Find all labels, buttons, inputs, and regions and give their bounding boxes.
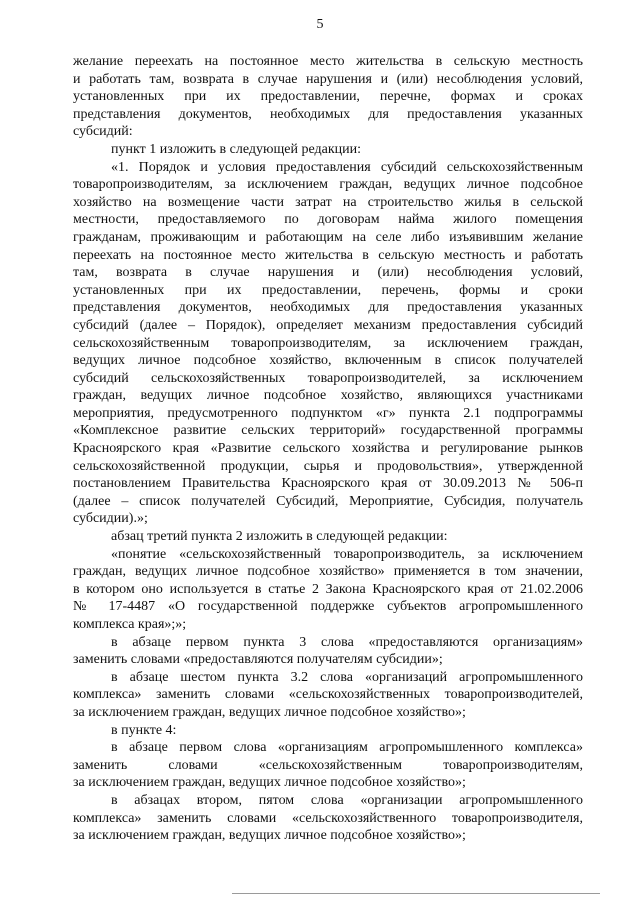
text-line: товаропроизводителям, за исключением граждан, ведущих личное подсобное (73, 177, 583, 193)
text-line: и работать там, возврата в случае нарушения и (или) несоблюдения условий, (73, 71, 583, 87)
text-line: установленных при их предоставлении, перечень, формы и сроки (73, 282, 583, 298)
text-line: абзац третий пункта 2 изложить в следующей редакции: (111, 529, 448, 545)
text-line: комплекса» заменить словами «сельскохозяйственных товаропроизводителей, (73, 687, 583, 703)
text-line: комплекса» заменить словами «сельскохозяйственного товаропроизводителя, (73, 810, 583, 826)
text-line: «1. Порядок и условия предоставления субсидий сельскохозяйственным (111, 159, 583, 175)
text-line: пункт 1 изложить в следующей редакции: (111, 141, 361, 157)
text-line: постановлением Правительства Красноярского края от 30.09.2013 № 506-п (73, 476, 583, 492)
text-line: (далее – список получателей Субсидий, Мероприятие, Субсидия, получатель (73, 493, 583, 509)
text-line: сельскохозяйственной продукции, сырья и продовольствия», утвержденной (73, 458, 583, 474)
text-line: местности, предоставляемого по договорам найма жилого помещения (73, 212, 583, 228)
text-line: там, возврата в случае нарушения и (или) несоблюдения условий, (73, 265, 583, 281)
text-line: переехать на постоянное место жительства в сельскую местность и работать (73, 247, 583, 263)
document-body (73, 53, 583, 845)
text-line: субсидии).»; (73, 511, 148, 527)
text-line: представления документов, необходимых для предоставления указанных (73, 106, 583, 122)
text-line: в абзаце первом слова «организациям агропромышленного комплекса» (111, 740, 583, 756)
text-line: в котором оно используется в статье 2 Закона Красноярского края от 21.02.2006 (73, 581, 583, 597)
text-line: «Комплексное развитие сельских территорий» государственной программы (73, 423, 583, 439)
text-line: за исключением граждан, ведущих личное подсобное хозяйство»; (73, 775, 466, 791)
text-line: сельскохозяйственным товаропроизводителям, за исключением граждан, (73, 335, 583, 351)
text-line: граждан, ведущих личное подсобное хозяйство, являющихся участниками (73, 388, 583, 404)
text-line: «понятие «сельскохозяйственный товаропроизводитель, за исключением (111, 546, 583, 562)
text-line: установленных при их предоставлении, перечне, формах и сроках (73, 89, 583, 105)
text-line: в пункте 4: (111, 722, 177, 738)
text-line: № 17-4487 «О государственной поддержке субъектов агропромышленного (73, 599, 583, 615)
text-line: представления документов, необходимых для предоставления указанных (73, 300, 583, 316)
text-line: в абзаце шестом пункта 3.2 слова «организаций агропромышленного (111, 669, 583, 685)
text-line: в абзаце первом пункта 3 слова «предоставляются организациям» (111, 634, 583, 650)
text-line: субсидий сельскохозяйственных товаропроизводителей, за исключением (73, 370, 583, 386)
text-line: Красноярского края «Развитие сельского хозяйства и регулирование рынков (73, 441, 583, 457)
text-line: граждан, ведущих личное подсобное хозяйство» применяется в том значении, (73, 564, 583, 580)
text-line: желание переехать на постоянное место жительства в сельскую местность (73, 54, 583, 69)
page-number: 5 (316, 17, 324, 32)
text-line: хозяйство на возмещение части затрат на строительство жилья в сельской (73, 194, 583, 210)
text-line: в абзацах втором, пятом слова «организации агропромышленного (111, 792, 583, 808)
text-line: мероприятия, предусмотренного подпунктом «г» пункта 2.1 подпрограммы (73, 405, 583, 421)
text-line: заменить словами «сельскохозяйственным товаропроизводителям, (73, 757, 583, 773)
text-line: заменить словами «предоставляются получателям субсидии»; (73, 652, 443, 668)
text-line: за исключением граждан, ведущих личное подсобное хозяйство»; (73, 828, 466, 844)
footer-rule (232, 893, 600, 894)
text-line: ведущих личное подсобное хозяйство, включенным в список получателей (73, 353, 583, 369)
text-line: субсидий (далее – Порядок), определяет механизм предоставления субсидий (73, 317, 583, 333)
text-line: комплекса края»;»; (73, 617, 187, 632)
text-line: гражданам, проживающим и работающим на селе либо изъявившим желание (73, 229, 583, 245)
text-line: за исключением граждан, ведущих личное подсобное хозяйство»; (73, 704, 466, 720)
text-line: субсидий: (73, 124, 133, 140)
